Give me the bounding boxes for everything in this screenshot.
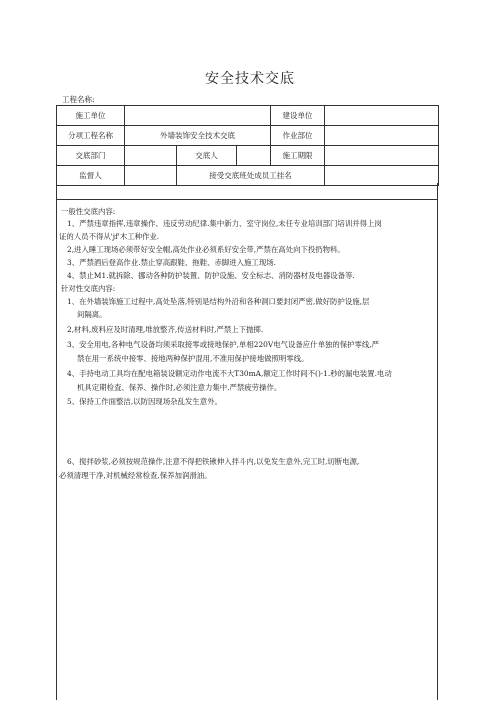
- general-item-2: 2,进入睡工现场必须带好安全帽,高处作业必须系好安全带,严禁在高处向下投扔物料。: [67, 245, 345, 254]
- page-title: 安全技术交底: [205, 71, 295, 87]
- work-location-label: 作业部位: [271, 126, 325, 146]
- header-table: [56, 105, 439, 186]
- general-item-3: 3、严禁酒后登高作业.禁止穿高跟鞋、拖鞋、赤脚进入施工现场.: [67, 258, 276, 267]
- specific-item-3: 3、安全用电,各种电气设备均须采取接零或接地保护,单相220V电气设备应什单独的保护零线,严: [67, 340, 380, 349]
- general-item-4: 4、禁止M1.就拆除、挪动各种防护装置、防护设施、安全标志、消防器材及电器设备等.: [67, 271, 355, 280]
- briefer-label: 交底人: [177, 146, 237, 166]
- specific-heading: 针对性交底内容:: [61, 284, 116, 293]
- specific-item-1-cont: 间隔离。: [77, 310, 107, 319]
- general-item-1: 1、严禁违章指挥,违章操作、违反劳动纪律.集中新力、室守岗位,未任专业培训部门培训并得上岗: [67, 219, 382, 228]
- briefing-content: [56, 200, 438, 700]
- briefing-department-value: [125, 146, 177, 166]
- general-heading: 一般性交底内容:: [61, 207, 116, 216]
- blank-row: [56, 183, 438, 200]
- specific-item-6-cont: 必须清理干净,对机械经常检查,保养加润滑油。: [59, 471, 212, 480]
- briefing-department-label: 交底部门: [57, 146, 125, 166]
- table-row: [57, 126, 439, 146]
- specific-item-3-cont: 禁在用一系统中接零、接地两种保护混用,不准用保护接地做照明零线。: [77, 354, 309, 363]
- specific-item-4: 4、手持电动工具均在配电箱装设额定动作电流不大T30mA,额定工作时间不()·1.秒的漏电装置.电动: [67, 369, 392, 378]
- specific-item-5: 5、保持工作面整洁,以防因现场杂乱发生意外。: [67, 397, 222, 406]
- construction-unit-value: [125, 106, 271, 126]
- specific-item-1: 1、在外墙装饰施工过程中,高处坠落,特别是结构外沿和各种洞口要封闭严密,做好防护设施,层: [67, 297, 370, 306]
- work-location-value: [325, 126, 439, 146]
- owner-unit-label: 建设单位: [271, 106, 325, 126]
- specific-item-2: 2,材料,废料应及时清理,堆放整齐,传送材料时,严禁上下抛掷.: [67, 325, 264, 334]
- subitem-name-value: 外墙装饰安全技术交底: [125, 126, 271, 146]
- subitem-name-label: 分项工程名称: [57, 126, 125, 146]
- briefer-value: [237, 146, 271, 166]
- construction-unit-label: 施工单位: [57, 106, 125, 126]
- recipients-signature-label: 接受交底班处成员工挂名: [177, 166, 325, 186]
- table-row: [57, 106, 439, 126]
- construction-period-value: [325, 146, 439, 166]
- construction-period-label: 施工期限: [271, 146, 325, 166]
- specific-item-6: 6、搅拌砂浆,必须按规范操作,注意不得把铁锹伸入拌斗内,以免发生意外,完工时,切断电源,: [67, 457, 360, 466]
- table-row: [57, 146, 439, 166]
- owner-unit-value: [325, 106, 439, 126]
- supervisor-label: 监督人: [57, 166, 125, 186]
- general-item-1-cont: 证的人员不得从'jf'木工种作业.: [59, 232, 160, 241]
- specific-item-4-cont: 机具定期检査、保养、操作时,必须注意力集中.严禁疲劳操作。: [77, 383, 282, 392]
- project-name-label: 工程名称:: [62, 95, 95, 104]
